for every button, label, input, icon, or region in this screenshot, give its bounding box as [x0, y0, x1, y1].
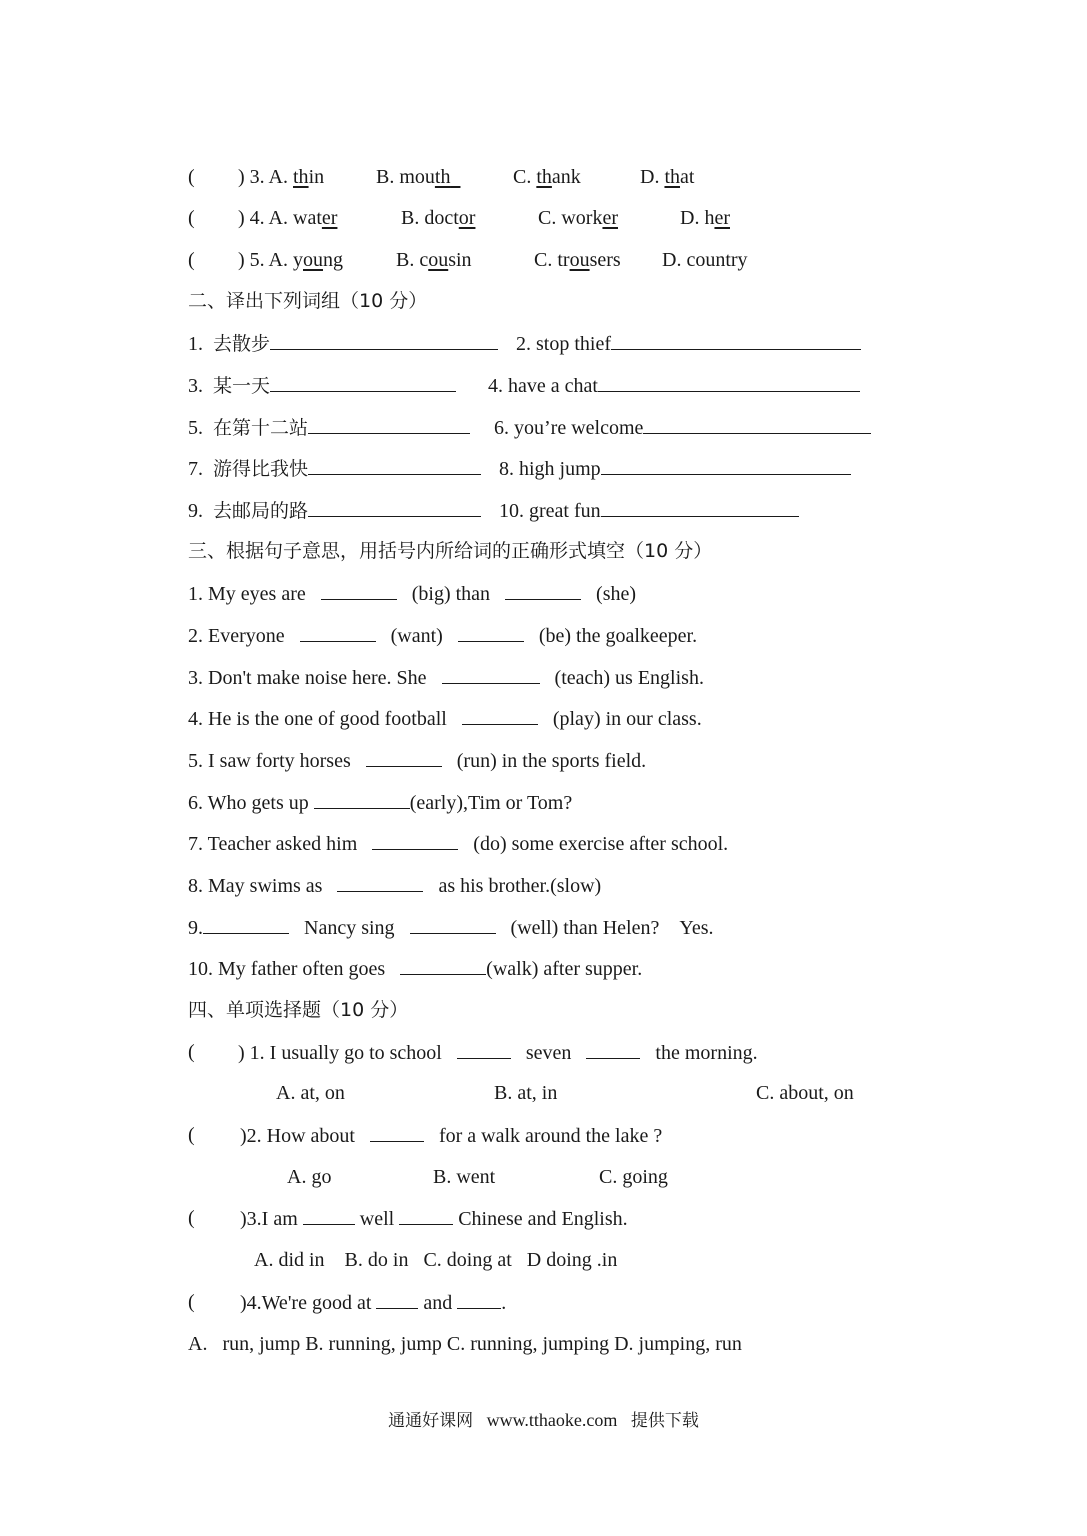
choice-option: C. about, on: [756, 1082, 854, 1104]
fill-question: 8. May swims as as his brother.(slow): [188, 875, 602, 897]
footer-site-name: 通通好课网: [388, 1411, 474, 1431]
translate-row-en: 2. stop thief: [516, 331, 861, 355]
section-heading: 四、单项选择题（10 分）: [188, 999, 409, 1021]
translate-row-en: 4. have a chat: [488, 373, 860, 397]
fill-question: 10. My father often goes (walk) after supper.: [188, 958, 643, 980]
footer-url: www.tthaoke.com: [486, 1410, 618, 1430]
phonetic-q4: ) 4. A. water: [238, 207, 338, 229]
answer-paren: (: [188, 1291, 195, 1313]
choice-question: )3.I am well Chinese and English.: [240, 1208, 628, 1230]
translate-row: 1. 去散步: [188, 331, 498, 355]
choice-options: A. did in B. do in C. doing at D doing .in: [254, 1249, 618, 1271]
answer-paren: (: [188, 1207, 195, 1229]
fill-question: 3. Don't make noise here. She (teach) us English.: [188, 667, 704, 689]
answer-paren: (: [188, 249, 195, 271]
choice-question: ) 1. I usually go to school seven the morning.: [238, 1042, 758, 1064]
phonetic-q5: ) 5. A. young: [238, 249, 343, 271]
page-footer: [0, 1408, 1087, 1433]
translate-row-en: 8. high jump: [499, 456, 851, 480]
fill-question: 5. I saw forty horses (run) in the sports field.: [188, 750, 647, 772]
fill-question: 6. Who gets up (early),Tim or Tom?: [188, 792, 573, 814]
choice-option: C. going: [599, 1166, 668, 1188]
fill-question: 1. My eyes are (big) than (she): [188, 583, 637, 605]
translate-row-en: 10. great fun: [499, 498, 799, 522]
phonetic-q3-b: B. mouth: [376, 166, 451, 188]
fill-question: 7. Teacher asked him (do) some exercise after school.: [188, 833, 729, 855]
translate-row-en: 6. you’re welcome: [494, 415, 871, 439]
footer-download-note: 提供下载: [630, 1411, 699, 1431]
translate-row: 5. 在第十二站: [188, 415, 470, 439]
phonetic-q4-d: D. her: [680, 207, 730, 229]
choice-option: B. at, in: [494, 1082, 558, 1104]
section-heading: 三、根据句子意思，用括号内所给词的正确形式填空（10 分）: [188, 540, 713, 562]
translate-row: 9. 去邮局的路: [188, 498, 481, 522]
phonetic-q5-b: B. cousin: [396, 249, 472, 271]
phonetic-q5-c: C. trousers: [534, 249, 621, 271]
translate-row: 7. 游得比我快: [188, 456, 481, 480]
choice-question: )2. How about for a walk around the lake ?: [240, 1125, 663, 1147]
phonetic-q5-d: D. country: [662, 249, 748, 271]
answer-paren: (: [188, 1124, 195, 1146]
choice-question: )4.We're good at and .: [240, 1292, 507, 1314]
choice-options: A. run, jump B. running, jump C. running, jumping D. jumping, run: [188, 1333, 742, 1355]
answer-paren: (: [188, 1041, 195, 1063]
phonetic-q3-c: C. thank: [513, 166, 581, 188]
phonetic-q4-c: C. worker: [538, 207, 618, 229]
choice-option: A. at, on: [276, 1082, 345, 1104]
fill-question: 4. He is the one of good football (play) in our class.: [188, 708, 702, 730]
fill-question: 2. Everyone (want) (be) the goalkeeper.: [188, 625, 698, 647]
translate-row: 3. 某一天: [188, 373, 456, 397]
fill-question: 9. Nancy sing (well) than Helen? Yes.: [188, 917, 714, 939]
choice-option: B. went: [433, 1166, 496, 1188]
section-heading: 二、译出下列词组（10 分）: [188, 290, 428, 312]
phonetic-q3-d: D. that: [640, 166, 695, 188]
answer-paren: (: [188, 166, 195, 188]
phonetic-q3: ) 3. A. thin: [238, 166, 325, 188]
choice-option: A. go: [287, 1166, 332, 1188]
answer-paren: (: [188, 207, 195, 229]
phonetic-q4-b: B. doctor: [401, 207, 476, 229]
